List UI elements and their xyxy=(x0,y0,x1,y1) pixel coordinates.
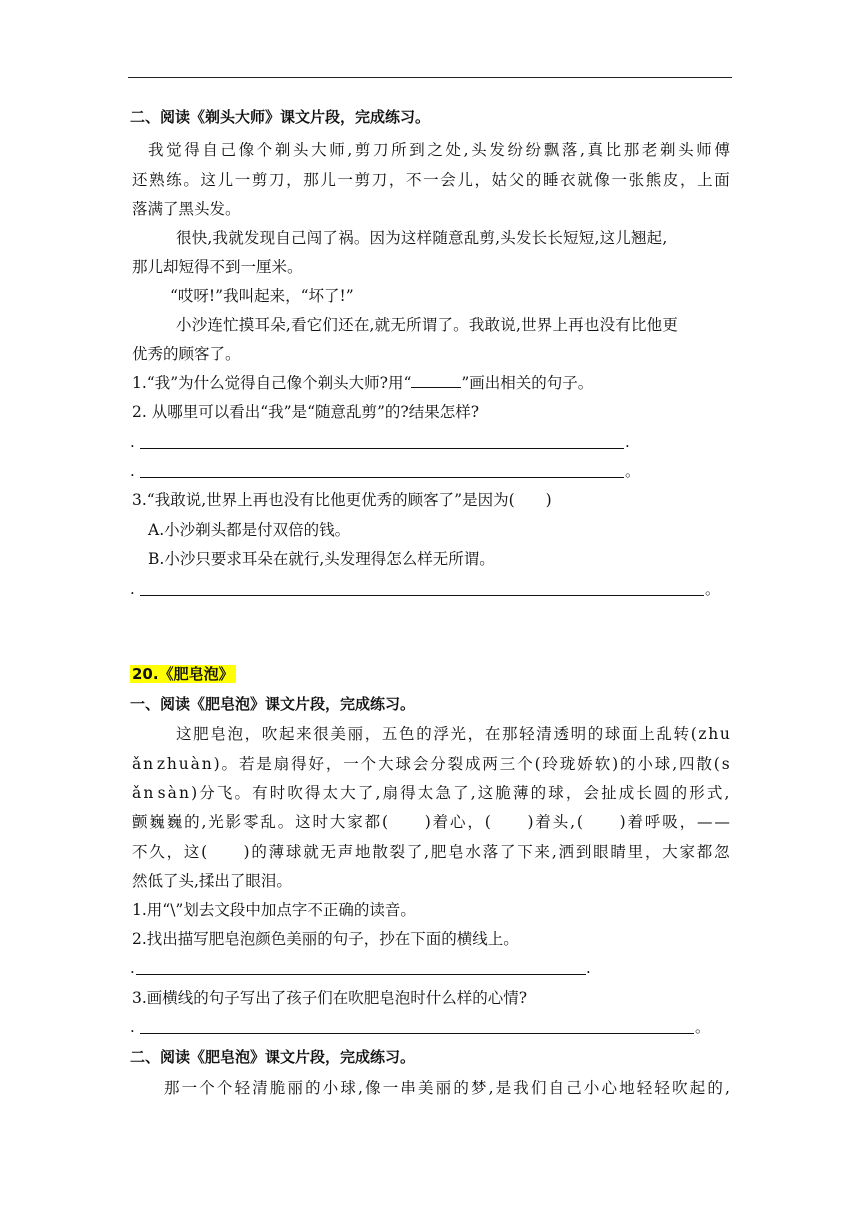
paragraph-line: 小沙连忙摸耳朵,看它们还在,就无所谓了。我敢说,世界上再也没有比他更 xyxy=(176,316,679,334)
answer-line[interactable] xyxy=(140,477,624,478)
section-title-bubble-2: 二、阅读《肥皂泡》课文片段，完成练习。 xyxy=(130,1048,416,1066)
blank-start-mark: . xyxy=(130,959,135,977)
blank-start-mark: . xyxy=(130,462,135,480)
lesson-heading: 20.《肥皂泡》 xyxy=(132,665,234,683)
question-3: 3.“我敢说,世界上再也没有比他更优秀的顾客了”是因为( ) xyxy=(132,491,552,509)
paragraph-line: 很快,我就发现自己闯了祸。因为这样随意乱剪,头发长长短短,这儿翘起, xyxy=(176,229,668,247)
blank-start-mark: . xyxy=(130,433,135,451)
blank-end-mark: 。 xyxy=(695,1018,711,1036)
section-title-haircut: 二、阅读《剃头大师》课文片段，完成练习。 xyxy=(130,108,431,126)
paragraph-line: 不 久 ， 这 ( ) 的 薄 球 就 无 声 地 散 裂 了 , 肥 皂 水 落 了 下 来 , 洒 到 眼 睛 里 ， 大 家 都 忽 xyxy=(132,843,730,861)
paragraph-line: 落满了黑头发。 xyxy=(132,200,241,218)
blank-end-mark: 。 xyxy=(625,462,641,480)
paragraph-line: 那儿却短得不到一厘米。 xyxy=(132,258,303,276)
blank-start-mark: . xyxy=(130,580,135,598)
blank-start-mark: . xyxy=(130,1018,135,1036)
bubble-question-2: 2.找出描写肥皂泡颜色美丽的句子，抄在下面的横线上。 xyxy=(132,930,519,948)
answer-line[interactable] xyxy=(140,1033,694,1034)
option-b: B.小沙只要求耳朵在就行,头发理得怎么样无所谓。 xyxy=(148,550,495,568)
underline-sample xyxy=(411,373,461,388)
section-title-bubble-1: 一、阅读《肥皂泡》课文片段，完成练习。 xyxy=(130,695,416,713)
paragraph-line: 那 一 个 个 轻 清 脆 丽 的 小 球 , 像 一 串 美 丽 的 梦 , 是 我 们 自 己 小 心 地 轻 轻 吹 起 的 , xyxy=(164,1079,730,1097)
answer-line[interactable] xyxy=(140,595,704,596)
paragraph-line: 优秀的顾客了。 xyxy=(132,345,241,363)
answer-line[interactable] xyxy=(140,448,624,449)
question-1: 1.“我”为什么觉得自己像个剃头大师?用“ ”画出相关的句子。 xyxy=(132,374,594,392)
paragraph-line: ǎ n z h u à n ) 。 若 是 扇 得 好 ， 一 个 大 球 会 分 裂 成 两 三 个 ( 玲 珑 娇 软 ) 的 小 球 , 四 散 ( s xyxy=(132,755,730,773)
paragraph-line: 颤 巍 巍 的 , 光 影 零 乱 。 这 时 大 家 都 ( ) 着 心 ， ( ) 着 头 , ( ) 着 呼 吸 ， — — xyxy=(132,813,730,831)
option-a: A.小沙剃头都是付双倍的钱。 xyxy=(148,521,351,539)
paragraph-line: ǎ n s à n ) 分 飞 。 有 时 吹 得 太 大 了 , 扇 得 太 急 了 , 这 脆 薄 的 球 ， 会 扯 成 长 圆 的 形 式 , xyxy=(132,784,730,802)
paragraph-line: 这 肥 皂 泡 ， 吹 起 来 很 美 丽 ， 五 色 的 浮 光 ， 在 那 轻 清 透 明 的 球 面 上 乱 转 ( z h u xyxy=(176,725,730,743)
paragraph-line: 然低了头,揉出了眼泪。 xyxy=(132,872,292,890)
bubble-question-1: 1.用“\”划去文段中加点字不正确的读音。 xyxy=(132,901,416,919)
blank-end-mark: . xyxy=(586,959,591,977)
blank-end-mark: . xyxy=(625,433,630,451)
paragraph-line: “哎呀!”我叫起来，“坏了!” xyxy=(170,287,354,305)
blank-end-mark: 。 xyxy=(705,580,721,598)
paragraph-line: 我 觉 得 自 己 像 个 剃 头 大 师 , 剪 刀 所 到 之 处 , 头 发 纷 纷 飘 落 , 真 比 那 老 剃 头 师 傅 xyxy=(148,141,730,159)
header-rule xyxy=(128,77,732,78)
question-2: 2. 从哪里可以看出“我”是“随意乱剪”的?结果怎样? xyxy=(132,403,480,421)
paragraph-line: 还 熟 练 。 这 儿 一 剪 刀 ， 那 儿 一 剪 刀 ， 不 一 会 儿 ， 姑 父 的 睡 衣 就 像 一 张 熊 皮 ， 上 面 xyxy=(132,171,730,189)
bubble-question-3: 3.画横线的句子写出了孩子们在吹肥皂泡时什么样的心情? xyxy=(132,989,528,1007)
answer-line[interactable] xyxy=(136,974,586,975)
